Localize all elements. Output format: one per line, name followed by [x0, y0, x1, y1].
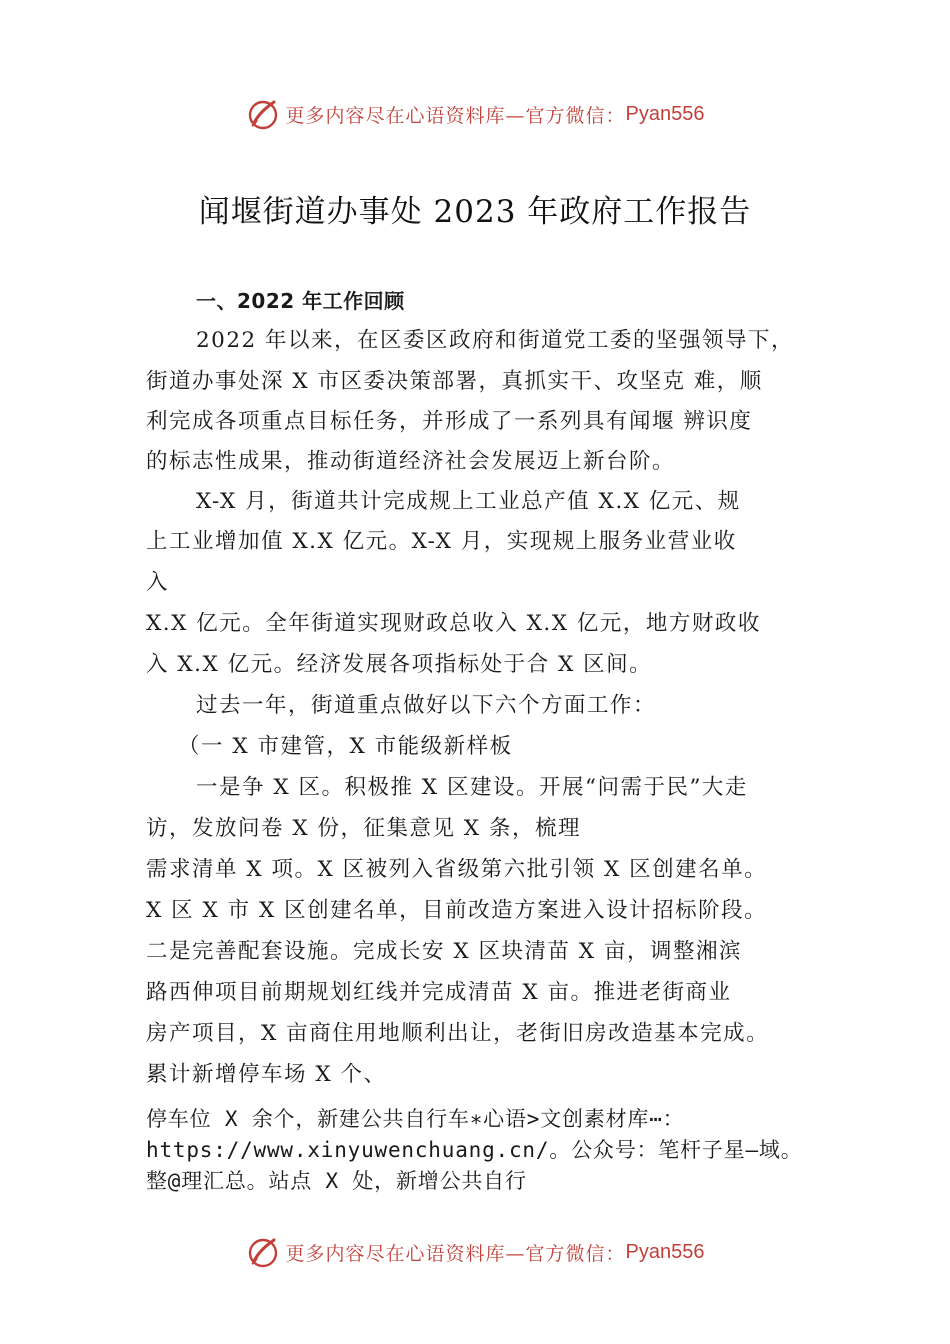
- paragraph-line: 一是争 X 区。积极推 X 区建设。开展“问需于民”大走: [196, 775, 748, 800]
- brush-logo-icon: [246, 97, 280, 131]
- paragraph-line: 累计新增停车场 X 个、: [146, 1062, 387, 1087]
- paragraph-line: 过去一年，街道重点做好以下六个方面工作：: [196, 693, 657, 718]
- watermark-text: 更多内容尽在心语资料库—官方微信：: [285, 1242, 626, 1265]
- paragraph-line: 上工业增加值 X.X 亿元。X-X 月，实现规上服务业营业收: [146, 529, 737, 554]
- paragraph-line: X.X 亿元。全年街道实现财政总收入 X.X 亿元，地方财政收: [146, 611, 761, 636]
- paragraph-line: X-X 月，街道共计完成规上工业总产值 X.X 亿元、规: [196, 489, 741, 514]
- paragraph-line: 访，发放问卷 X 份，征集意见 X 条，梳理: [146, 816, 581, 841]
- paragraph-line: 二是完善配套设施。完成长安 X 区块清苗 X 亩，调整湘滨: [146, 939, 742, 964]
- paragraph-line: 整@理汇总。站点 X 处，新增公共自行: [146, 1169, 527, 1193]
- header-watermark: [0, 96, 950, 132]
- brush-logo-icon: [246, 1235, 280, 1269]
- paragraph-line: 需求清单 X 项。X 区被列入省级第六批引领 X 区创建名单。: [146, 857, 768, 882]
- paragraph-line: 入 X.X 亿元。经济发展各项指标处于合 X 区间。: [146, 652, 653, 677]
- paragraph-line: X 区 X 市 X 区创建名单，目前改造方案进入设计招标阶段。: [146, 898, 768, 923]
- document-title: 闻堰街道办事处 2023 年政府工作报告: [198, 194, 752, 230]
- paragraph-line: 房产项目，X 亩商住用地顺利出让，老街旧房改造基本完成。: [146, 1021, 770, 1046]
- wechat-id: Pyan556: [625, 102, 705, 125]
- sub-heading: （一 X 市建管，X 市能级新样板: [178, 734, 513, 759]
- footer-watermark: [0, 1234, 950, 1270]
- watermark-text: 更多内容尽在心语资料库—官方微信：: [285, 104, 626, 127]
- paragraph-line: https://www.xinyuwenchuang.cn/。公众号：笔杆子星—域。: [146, 1138, 803, 1162]
- paragraph-line: 利完成各项重点目标任务，并形成了一系列具有闻堰 辨识度: [146, 409, 753, 434]
- paragraph-line: 停车位 X 余个，新建公共自行车∗心语>文创素材库⋯：: [146, 1107, 685, 1131]
- paragraph-line: 入: [146, 570, 170, 595]
- paragraph-line: 街道办事处深 X 市区委决策部署，真抓实干、攻坚克 难，顺: [146, 369, 763, 394]
- paragraph-line: 路西伸项目前期规划红线并完成清苗 X 亩。推进老街商业: [146, 980, 732, 1005]
- paragraph-line: 的标志性成果，推动街道经济社会发展迈上新台阶。: [146, 449, 676, 474]
- wechat-id: Pyan556: [625, 1240, 705, 1263]
- paragraph-line: 2022 年以来，在区委区政府和街道党工委的坚强领导下，: [196, 328, 795, 353]
- section-heading: 一、2022 年工作回顾: [196, 289, 405, 313]
